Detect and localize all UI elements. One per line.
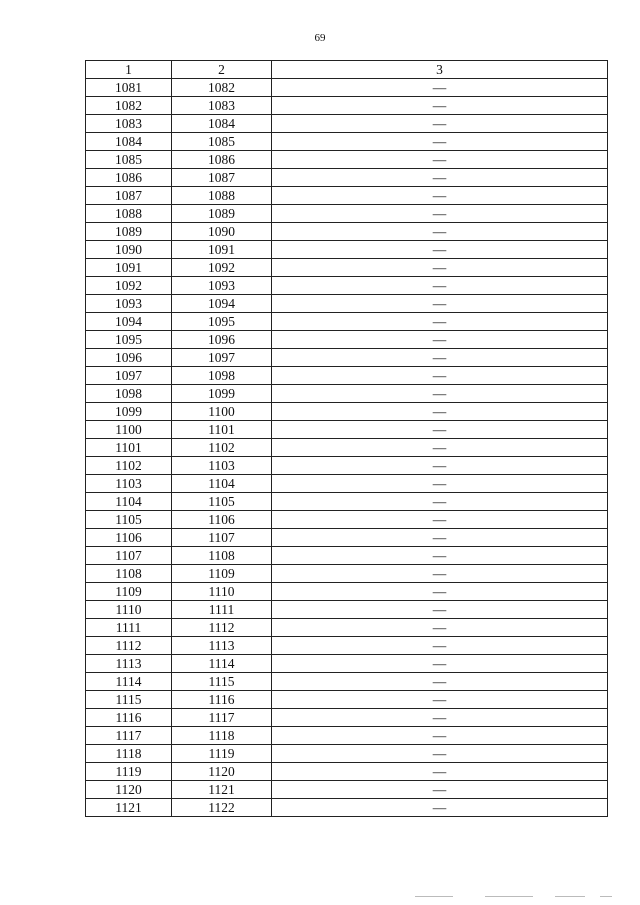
table-cell-col-1: 1102 bbox=[86, 457, 172, 475]
table-row bbox=[86, 97, 608, 115]
table-cell-col-1: 1083 bbox=[86, 115, 172, 133]
table-body bbox=[86, 79, 608, 817]
column-header-2: 2 bbox=[172, 61, 272, 79]
table-cell-col-2: 1100 bbox=[172, 403, 272, 421]
table-row bbox=[86, 745, 608, 763]
table-row bbox=[86, 457, 608, 475]
table-cell-col-3: — bbox=[272, 169, 608, 187]
table-cell-col-3: — bbox=[272, 187, 608, 205]
table-cell-col-3: — bbox=[272, 97, 608, 115]
table-cell-col-3: — bbox=[272, 583, 608, 601]
table-cell-col-1: 1086 bbox=[86, 169, 172, 187]
table-cell-col-2: 1119 bbox=[172, 745, 272, 763]
table-cell-col-1: 1119 bbox=[86, 763, 172, 781]
table-cell-col-3: — bbox=[272, 313, 608, 331]
table-cell-col-3: — bbox=[272, 295, 608, 313]
table-row bbox=[86, 331, 608, 349]
table-row bbox=[86, 601, 608, 619]
table-cell-col-2: 1085 bbox=[172, 133, 272, 151]
table-row bbox=[86, 187, 608, 205]
table-row bbox=[86, 79, 608, 97]
table-row bbox=[86, 493, 608, 511]
table-cell-col-2: 1104 bbox=[172, 475, 272, 493]
table-row bbox=[86, 799, 608, 817]
table-row bbox=[86, 691, 608, 709]
table-cell-col-1: 1114 bbox=[86, 673, 172, 691]
table-cell-col-1: 1109 bbox=[86, 583, 172, 601]
table-row bbox=[86, 367, 608, 385]
table-cell-col-3: — bbox=[272, 259, 608, 277]
table-cell-col-1: 1088 bbox=[86, 205, 172, 223]
table-cell-col-3: — bbox=[272, 151, 608, 169]
table-cell-col-3: — bbox=[272, 223, 608, 241]
table-row bbox=[86, 277, 608, 295]
table-cell-col-1: 1093 bbox=[86, 295, 172, 313]
table-cell-col-2: 1102 bbox=[172, 439, 272, 457]
table-row bbox=[86, 709, 608, 727]
table-cell-col-3: — bbox=[272, 115, 608, 133]
table-cell-col-3: — bbox=[272, 331, 608, 349]
table-row bbox=[86, 259, 608, 277]
table-cell-col-1: 1084 bbox=[86, 133, 172, 151]
table-cell-col-2: 1090 bbox=[172, 223, 272, 241]
table-cell-col-2: 1087 bbox=[172, 169, 272, 187]
table-cell-col-3: — bbox=[272, 439, 608, 457]
table-row bbox=[86, 655, 608, 673]
table-cell-col-3: — bbox=[272, 745, 608, 763]
table-cell-col-3: — bbox=[272, 403, 608, 421]
table-cell-col-2: 1118 bbox=[172, 727, 272, 745]
table-cell-col-1: 1085 bbox=[86, 151, 172, 169]
table-cell-col-1: 1117 bbox=[86, 727, 172, 745]
table-row bbox=[86, 295, 608, 313]
table-row bbox=[86, 205, 608, 223]
table-cell-col-1: 1100 bbox=[86, 421, 172, 439]
table-cell-col-1: 1107 bbox=[86, 547, 172, 565]
table-cell-col-3: — bbox=[272, 529, 608, 547]
table-cell-col-1: 1089 bbox=[86, 223, 172, 241]
table-cell-col-2: 1099 bbox=[172, 385, 272, 403]
table-cell-col-1: 1098 bbox=[86, 385, 172, 403]
table-cell-col-1: 1108 bbox=[86, 565, 172, 583]
table-cell-col-1: 1095 bbox=[86, 331, 172, 349]
table-cell-col-1: 1113 bbox=[86, 655, 172, 673]
table-cell-col-3: — bbox=[272, 205, 608, 223]
scan-marks bbox=[415, 896, 615, 900]
table-row bbox=[86, 385, 608, 403]
table-cell-col-3: — bbox=[272, 637, 608, 655]
table-cell-col-2: 1116 bbox=[172, 691, 272, 709]
table-cell-col-3: — bbox=[272, 547, 608, 565]
table-cell-col-2: 1096 bbox=[172, 331, 272, 349]
table-row bbox=[86, 727, 608, 745]
table-row bbox=[86, 313, 608, 331]
table-cell-col-3: — bbox=[272, 781, 608, 799]
table-cell-col-2: 1086 bbox=[172, 151, 272, 169]
table-cell-col-2: 1088 bbox=[172, 187, 272, 205]
table-row bbox=[86, 115, 608, 133]
table-cell-col-3: — bbox=[272, 763, 608, 781]
table-cell-col-2: 1097 bbox=[172, 349, 272, 367]
table-cell-col-3: — bbox=[272, 349, 608, 367]
table-cell-col-3: — bbox=[272, 619, 608, 637]
table-cell-col-3: — bbox=[272, 79, 608, 97]
table-cell-col-2: 1109 bbox=[172, 565, 272, 583]
table-cell-col-2: 1108 bbox=[172, 547, 272, 565]
table-cell-col-3: — bbox=[272, 457, 608, 475]
table-cell-col-2: 1092 bbox=[172, 259, 272, 277]
table-row bbox=[86, 547, 608, 565]
table-cell-col-1: 1105 bbox=[86, 511, 172, 529]
table-cell-col-1: 1111 bbox=[86, 619, 172, 637]
table-cell-col-3: — bbox=[272, 655, 608, 673]
table-row bbox=[86, 475, 608, 493]
table-cell-col-3: — bbox=[272, 691, 608, 709]
column-header-3: 3 bbox=[272, 61, 608, 79]
table-cell-col-1: 1103 bbox=[86, 475, 172, 493]
header-row bbox=[86, 61, 608, 79]
table-cell-col-1: 1110 bbox=[86, 601, 172, 619]
table-row bbox=[86, 241, 608, 259]
table-cell-col-2: 1121 bbox=[172, 781, 272, 799]
table-cell-col-2: 1112 bbox=[172, 619, 272, 637]
table-cell-col-3: — bbox=[272, 511, 608, 529]
table-cell-col-1: 1081 bbox=[86, 79, 172, 97]
table-row bbox=[86, 511, 608, 529]
table-header bbox=[86, 61, 608, 79]
table-cell-col-2: 1111 bbox=[172, 601, 272, 619]
table-cell-col-3: — bbox=[272, 493, 608, 511]
table-cell-col-3: — bbox=[272, 475, 608, 493]
data-table bbox=[85, 60, 608, 817]
table-cell-col-3: — bbox=[272, 277, 608, 295]
table-cell-col-2: 1093 bbox=[172, 277, 272, 295]
table-row bbox=[86, 619, 608, 637]
table-cell-col-1: 1099 bbox=[86, 403, 172, 421]
table-row bbox=[86, 133, 608, 151]
table-cell-col-1: 1112 bbox=[86, 637, 172, 655]
table-cell-col-1: 1121 bbox=[86, 799, 172, 817]
table-cell-col-1: 1115 bbox=[86, 691, 172, 709]
table-cell-col-3: — bbox=[272, 709, 608, 727]
table-cell-col-3: — bbox=[272, 133, 608, 151]
table-cell-col-3: — bbox=[272, 673, 608, 691]
table-cell-col-2: 1107 bbox=[172, 529, 272, 547]
table-cell-col-2: 1084 bbox=[172, 115, 272, 133]
table-cell-col-3: — bbox=[272, 367, 608, 385]
table-row bbox=[86, 403, 608, 421]
table-cell-col-1: 1104 bbox=[86, 493, 172, 511]
table-row bbox=[86, 637, 608, 655]
table-row bbox=[86, 439, 608, 457]
table-cell-col-2: 1115 bbox=[172, 673, 272, 691]
table-cell-col-2: 1089 bbox=[172, 205, 272, 223]
table-row bbox=[86, 349, 608, 367]
table-cell-col-2: 1122 bbox=[172, 799, 272, 817]
table-row bbox=[86, 223, 608, 241]
table-cell-col-3: — bbox=[272, 385, 608, 403]
table-row bbox=[86, 529, 608, 547]
table-cell-col-2: 1082 bbox=[172, 79, 272, 97]
table-row bbox=[86, 421, 608, 439]
table-cell-col-2: 1103 bbox=[172, 457, 272, 475]
table-cell-col-1: 1087 bbox=[86, 187, 172, 205]
table-cell-col-2: 1105 bbox=[172, 493, 272, 511]
table-row bbox=[86, 763, 608, 781]
column-header-1: 1 bbox=[86, 61, 172, 79]
table-cell-col-3: — bbox=[272, 565, 608, 583]
page-number: 69 bbox=[314, 32, 326, 44]
table-cell-col-1: 1097 bbox=[86, 367, 172, 385]
table-cell-col-2: 1120 bbox=[172, 763, 272, 781]
table-cell-col-3: — bbox=[272, 241, 608, 259]
table-cell-col-1: 1096 bbox=[86, 349, 172, 367]
table-cell-col-2: 1113 bbox=[172, 637, 272, 655]
table-cell-col-1: 1106 bbox=[86, 529, 172, 547]
table-cell-col-2: 1091 bbox=[172, 241, 272, 259]
table-cell-col-1: 1101 bbox=[86, 439, 172, 457]
table-row bbox=[86, 565, 608, 583]
table-row bbox=[86, 583, 608, 601]
table-cell-col-1: 1091 bbox=[86, 259, 172, 277]
table-cell-col-1: 1092 bbox=[86, 277, 172, 295]
table-cell-col-1: 1094 bbox=[86, 313, 172, 331]
table-cell-col-3: — bbox=[272, 601, 608, 619]
table-cell-col-2: 1095 bbox=[172, 313, 272, 331]
table-cell-col-2: 1114 bbox=[172, 655, 272, 673]
table-cell-col-2: 1117 bbox=[172, 709, 272, 727]
table-cell-col-2: 1101 bbox=[172, 421, 272, 439]
table-cell-col-1: 1116 bbox=[86, 709, 172, 727]
table-cell-col-3: — bbox=[272, 799, 608, 817]
table-cell-col-1: 1090 bbox=[86, 241, 172, 259]
table-cell-col-3: — bbox=[272, 421, 608, 439]
table-row bbox=[86, 169, 608, 187]
table-row bbox=[86, 673, 608, 691]
table-cell-col-2: 1098 bbox=[172, 367, 272, 385]
table-cell-col-2: 1106 bbox=[172, 511, 272, 529]
table-cell-col-1: 1082 bbox=[86, 97, 172, 115]
table-cell-col-2: 1094 bbox=[172, 295, 272, 313]
table-cell-col-1: 1118 bbox=[86, 745, 172, 763]
table-cell-col-2: 1110 bbox=[172, 583, 272, 601]
table-cell-col-1: 1120 bbox=[86, 781, 172, 799]
table-cell-col-2: 1083 bbox=[172, 97, 272, 115]
table-row bbox=[86, 151, 608, 169]
table-cell-col-3: — bbox=[272, 727, 608, 745]
table-row bbox=[86, 781, 608, 799]
